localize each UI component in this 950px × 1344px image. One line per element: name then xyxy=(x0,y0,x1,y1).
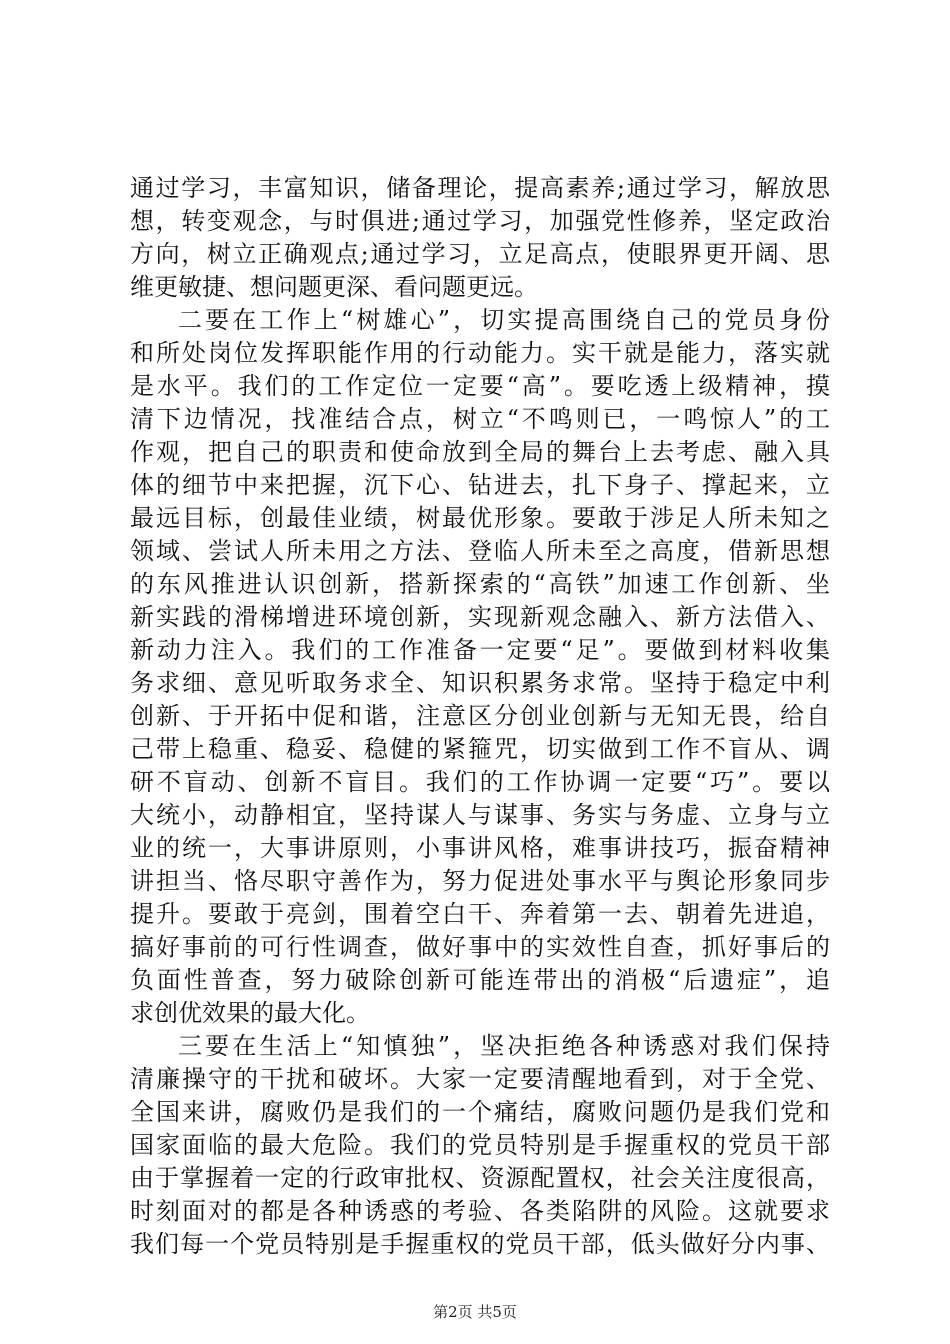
text-line: 想，转变观念，与时俱进;通过学习，加强党性修养，坚定政治 xyxy=(130,207,830,235)
text-line: 领域、尝试人所未用之方法、登临人所未至之高度，借新思想 xyxy=(130,537,830,565)
text-line: 是水平。我们的工作定位一定要“高”。要吃透上级精神，摸 xyxy=(130,372,830,400)
text-line: 讲担当、恪尽职守善作为，努力促进处事水平与舆论形象同步 xyxy=(130,867,830,895)
text-line: 新实践的滑梯增进环境创新，实现新观念融入、新方法借入、 xyxy=(130,603,830,631)
text-line: 体的细节中来把握，沉下心、钻进去，扎下身子、撑起来，立 xyxy=(130,471,830,499)
text-line: 的东风推进认识创新，搭新探索的“高铁”加速工作创新、坐 xyxy=(130,570,830,598)
text-line: 由于掌握着一定的行政审批权、资源配置权，社会关注度很高， xyxy=(130,1164,830,1192)
text-line: 维更敏捷、想问题更深、看问题更远。 xyxy=(130,273,538,301)
text-line: 创新、于开拓中促和谐，注意区分创业创新与无知无畏，给自 xyxy=(130,702,830,730)
text-line: 己带上稳重、稳妥、稳健的紧箍咒，切实做到工作不盲从、调 xyxy=(130,735,830,763)
text-line: 务求细、意见听取务求全、知识积累务求常。坚持于稳定中利 xyxy=(130,669,830,697)
text-line: 负面性普查，努力破除创新可能连带出的消极“后遗症”，追 xyxy=(130,966,830,994)
text-line: 求创优效果的最大化。 xyxy=(130,999,370,1027)
text-line: 最远目标，创最佳业绩，树最优形象。要敢于涉足人所未知之 xyxy=(130,504,830,532)
text-line: 通过学习，丰富知识，储备理论，提高素养;通过学习，解放思 xyxy=(130,174,830,202)
text-line: 清廉操守的干扰和破坏。大家一定要清醒地看到，对于全党、 xyxy=(130,1065,830,1093)
text-line: 和所处岗位发挥职能作用的行动能力。实干就是能力，落实就 xyxy=(130,339,830,367)
text-line: 全国来讲，腐败仍是我们的一个痛结，腐败问题仍是我们党和 xyxy=(130,1098,830,1126)
text-line: 我们每一个党员特别是手握重权的党员干部，低头做好分内事、 xyxy=(130,1230,830,1258)
text-line: 时刻面对的都是各种诱惑的考验、各类陷阱的风险。这就要求 xyxy=(130,1197,830,1225)
text-line: 三要在生活上“知慎独”，坚决拒绝各种诱惑对我们保持 xyxy=(178,1032,830,1060)
text-line: 提升。要敢于亮剑，围着空白干、奔着第一去、朝着先进追， xyxy=(130,900,830,928)
text-line: 清下边情况，找准结合点，树立“不鸣则已，一鸣惊人”的工 xyxy=(130,405,830,433)
text-line: 研不盲动、创新不盲目。我们的工作协调一定要“巧”。要以 xyxy=(130,768,830,796)
text-line: 方向，树立正确观点;通过学习，立足高点，使眼界更开阔、思 xyxy=(130,240,830,268)
body-text xyxy=(130,172,830,1261)
text-line: 业的统一，大事讲原则，小事讲风格，难事讲技巧，振奋精神 xyxy=(130,834,830,862)
text-line: 国家面临的最大危险。我们的党员特别是手握重权的党员干部 xyxy=(130,1131,830,1159)
page-footer: 第2页 共5页 xyxy=(433,1303,517,1321)
text-line: 二要在工作上“树雄心”，切实提高围绕自己的党员身份 xyxy=(178,306,830,334)
text-line: 作观，把自己的职责和使命放到全局的舞台上去考虑、融入具 xyxy=(130,438,830,466)
text-line: 搞好事前的可行性调查，做好事中的实效性自查，抓好事后的 xyxy=(130,933,830,961)
text-line: 大统小，动静相宜，坚持谋人与谋事、务实与务虚、立身与立 xyxy=(130,801,830,829)
text-line: 新动力注入。我们的工作准备一定要“足”。要做到材料收集 xyxy=(130,636,830,664)
